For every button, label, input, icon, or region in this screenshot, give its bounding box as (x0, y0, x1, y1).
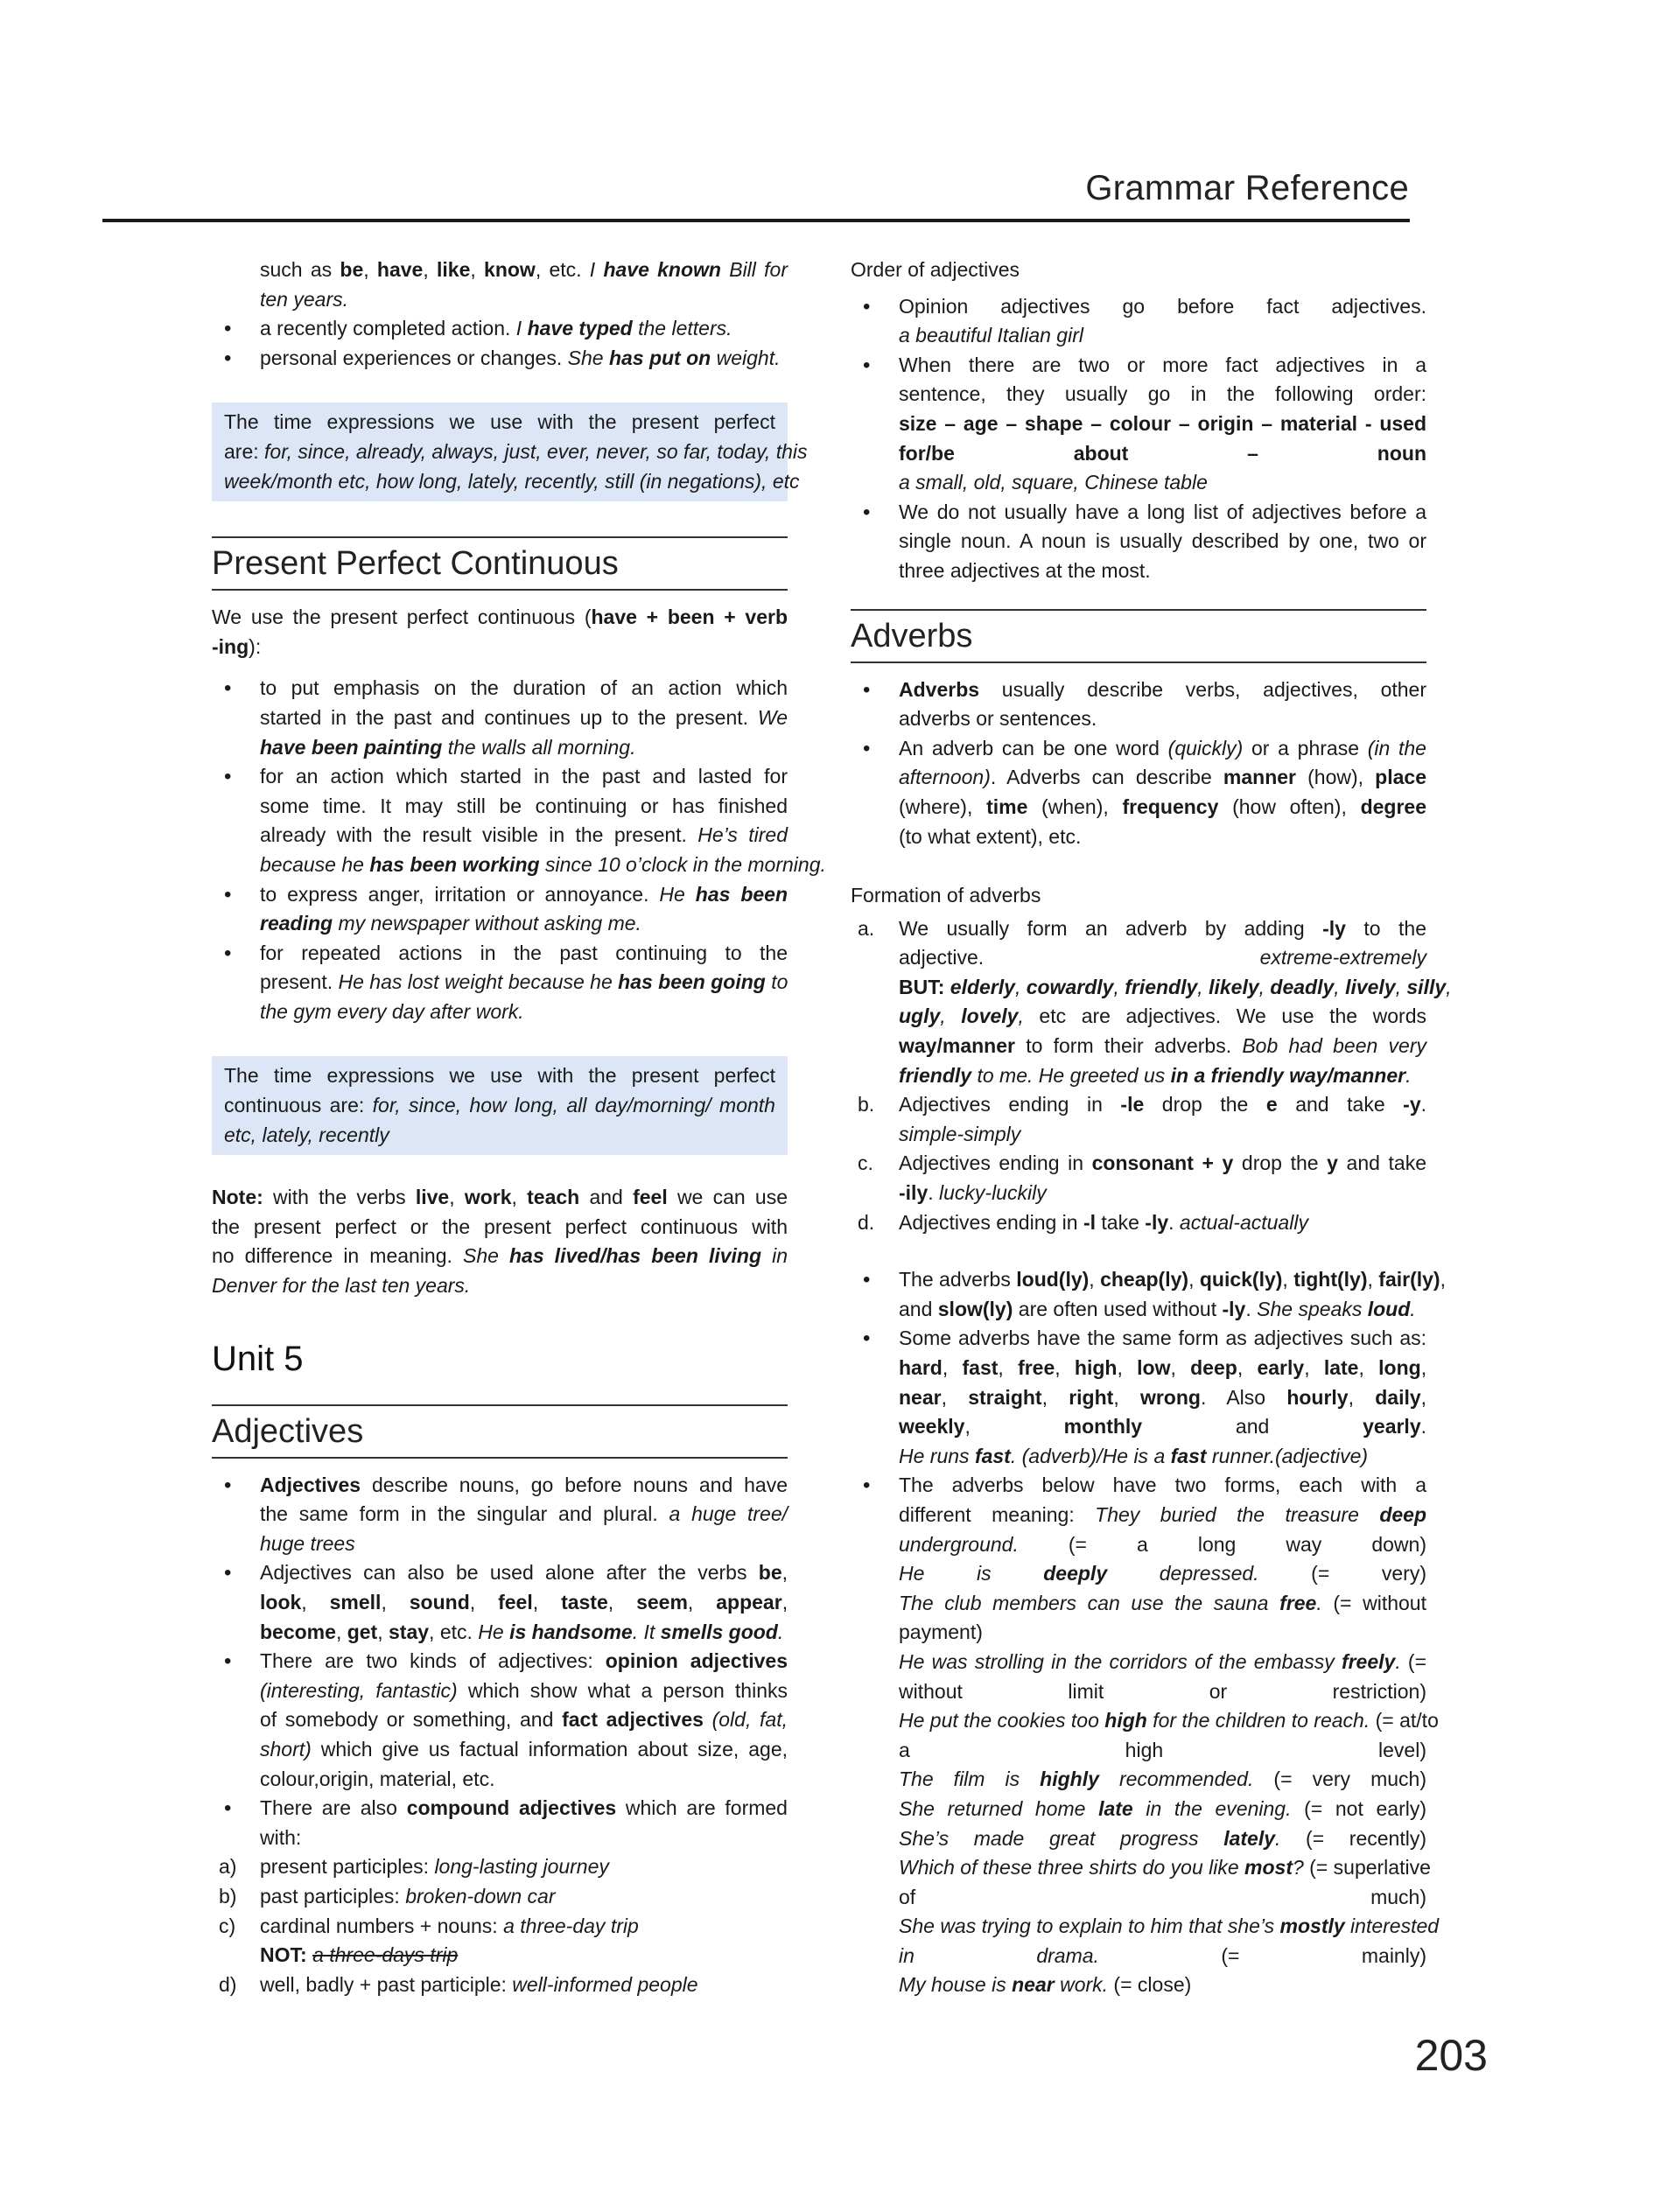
text-line: for an action which started in the past and lasted for (260, 765, 788, 788)
text-line: such as be, have, like, know, etc. I have known Bill for (260, 258, 788, 281)
text-line: and slow(ly) are often used without -ly. She speaks loud. (899, 1297, 1416, 1320)
text-line: are: for, since, already, always, just, ever, never, so far, today, this (224, 439, 808, 463)
bullet-icon: • (863, 1474, 871, 1498)
text-line: reading my newspaper without asking me. (260, 912, 641, 935)
bullet-item (851, 498, 1426, 586)
bullet-item (851, 351, 1426, 498)
compound-adjective-list (212, 1852, 788, 1999)
item-marker: b) (219, 1884, 237, 1908)
text-line: He is deeply depressed. (= very) (899, 1562, 1426, 1586)
enumerated-item (851, 1090, 1426, 1149)
text-line: (to what extent), etc. (899, 824, 1082, 848)
text-line: He put the cookies too high for the children to reach. (= at/to (899, 1709, 1439, 1732)
bullet-item (212, 1794, 788, 1852)
text-line: The club members can use the sauna free. (= without (899, 1591, 1426, 1614)
header-rule (102, 219, 1410, 222)
bullet-icon: • (863, 1326, 871, 1351)
text-line: to express anger, irritation or annoyance. He has been (260, 882, 788, 906)
text-line: (where), time (when), frequency (how often), degree (899, 794, 1426, 818)
text-line: He runs fast. (adverb)/He is a fast runner.(adjective) (899, 1444, 1369, 1467)
right-column (851, 256, 1452, 2000)
bullet-item (851, 1265, 1446, 1324)
bullet-icon: • (863, 500, 871, 524)
text-line: present. He has lost weight because he has been going to (260, 970, 788, 994)
bullet-item (212, 344, 788, 374)
bullet-icon: • (224, 1473, 232, 1497)
enumerated-item (851, 1208, 1426, 1238)
bullet-item (212, 939, 788, 1027)
text-line: a recently completed action. I have typed the letters. (260, 317, 732, 340)
order-bullets (851, 292, 1426, 586)
bullet-icon: • (224, 1796, 232, 1821)
bullet-icon: • (224, 317, 232, 341)
bullet-icon: • (224, 941, 232, 965)
text-line: BUT: elderly, cowardly, friendly, likely, deadly, lively, silly, (899, 975, 1452, 998)
text-line: Adjectives ending in consonant + y drop the y and take (899, 1152, 1426, 1175)
intro-bullets (212, 314, 788, 373)
ppc-bullets (212, 674, 826, 1026)
section-heading-adverbs: Adverbs (851, 609, 1426, 663)
text-line: huge trees (260, 1531, 355, 1555)
text-line: We do not usually have a long list of adjectives before a (899, 500, 1426, 523)
text-line: We usually form an adverb by adding -ly to the (899, 916, 1426, 940)
ppc-intro (212, 603, 788, 662)
text-line: She returned home late in the evening. (= not early) (899, 1796, 1426, 1820)
text-line: simple-simply (899, 1122, 1021, 1145)
text-line: sentence, they usually go in the following order: (899, 382, 1426, 406)
bullet-icon: • (863, 1268, 871, 1292)
text-line: Adverbs usually describe verbs, adjectives, other (899, 677, 1426, 701)
bullet-item (212, 880, 788, 939)
text-line: of somebody or something, and fact adjectives (old, fat, (260, 1708, 788, 1732)
text-line: way/manner to form their adverbs. Bob had been very (899, 1034, 1427, 1058)
text-line: some time. It may still be continuing or has finished (260, 794, 788, 817)
enumerated-item (212, 1852, 788, 1882)
bullet-icon: • (224, 1649, 232, 1674)
text-line: An adverb can be one word (quickly) or a phrase (in the (899, 736, 1426, 760)
subheading-order-of-adjectives: Order of adjectives (851, 258, 1020, 281)
bullet-icon: • (863, 736, 871, 760)
text-line: present participles: long-lasting journey (260, 1855, 609, 1879)
text-line: She’s made great progress lately. (= recently) (899, 1826, 1426, 1850)
text-line: payment) (899, 1620, 983, 1644)
bullet-icon: • (224, 676, 232, 701)
bullet-icon: • (863, 294, 871, 318)
text-line: Note: with the verbs live, work, teach and feel we can use (212, 1186, 788, 1209)
text-line: Which of these three shirts do you like most? (= superlative (899, 1856, 1431, 1880)
text-line: a small, old, square, Chinese table (899, 471, 1208, 494)
text-line: The adverbs loud(ly), cheap(ly), quick(ly), tight(ly), fair(ly), (899, 1268, 1446, 1292)
text-line: look, smell, sound, feel, taste, seem, appear, (260, 1591, 788, 1614)
text-line: NOT: a three-days trip (260, 1943, 459, 1967)
text-line: Denver for the last ten years. (212, 1274, 471, 1298)
bullet-item (212, 1647, 788, 1794)
text-line: underground. (= a long way down) (899, 1532, 1426, 1556)
text-line: continuous are: for, since, how long, all day/morning/ month (224, 1094, 775, 1117)
text-line: etc, lately, recently (224, 1123, 389, 1146)
bullet-item (851, 734, 1426, 851)
text-line: past participles: broken-down car (260, 1884, 556, 1908)
text-line: size – age – shape – colour – origin – material - used (899, 411, 1426, 435)
text-line: short) which give us factual information about size, age, (260, 1737, 788, 1760)
page-number: 203 (1414, 2031, 1488, 2080)
note-paragraph (212, 1183, 788, 1300)
text-line: near, straight, right, wrong. Also hourly, daily, (899, 1385, 1427, 1409)
section-heading-present-perfect-continuous: Present Perfect Continuous (212, 536, 788, 591)
text-line: -ily. lucky-luckily (899, 1181, 1047, 1205)
left-column (212, 256, 826, 1999)
text-line: week/month etc, how long, lately, recently, still (in negations), etc (224, 469, 800, 493)
text-line: (interesting, fantastic) which show what a person thinks (260, 1678, 788, 1702)
text-line: The time expressions we use with the present perfect (224, 1064, 775, 1088)
text-line: have been painting the walls all morning. (260, 735, 636, 759)
text-line: -ing): (212, 634, 262, 658)
bullet-icon: • (224, 346, 232, 370)
text-line: without limit or restriction) (899, 1679, 1426, 1703)
text-line: adjective. extreme-extremely (899, 946, 1426, 970)
text-line: ten years. (260, 287, 348, 311)
text-line: adverbs or sentences. (899, 707, 1097, 731)
bullet-icon: • (224, 765, 232, 789)
text-line: When there are two or more fact adjectives in a (899, 353, 1426, 376)
bullet-item (212, 762, 826, 879)
text-line: already with the result visible in the present. He’s tired (260, 823, 788, 847)
adjective-bullets (212, 1471, 788, 1853)
bullet-item (851, 1324, 1426, 1471)
item-marker: a. (858, 916, 875, 940)
section-heading-adjectives: Adjectives (212, 1404, 788, 1459)
continued-lines (212, 256, 788, 314)
enumerated-item (212, 1882, 788, 1912)
text-line: We use the present perfect continuous (have + been + verb (212, 606, 788, 629)
text-line: My house is near work. (= close) (899, 1973, 1192, 1997)
text-line: in drama. (= mainly) (899, 1943, 1426, 1967)
text-line: hard, fast, free, high, low, deep, early, late, long, (899, 1356, 1427, 1379)
unit-heading: Unit 5 (212, 1339, 304, 1378)
text-line: for repeated actions in the past continuing to the (260, 941, 788, 964)
text-line: colour,origin, material, etc. (260, 1767, 495, 1790)
text-line: for/be about – noun (899, 441, 1426, 465)
item-marker: a) (219, 1855, 237, 1879)
bullet-item (212, 314, 788, 344)
text-line: a beautiful Italian girl (899, 324, 1083, 347)
bullet-icon: • (863, 677, 871, 702)
item-marker: c) (219, 1914, 236, 1937)
text-line: single noun. A noun is usually described by one, two or (899, 529, 1426, 553)
text-line: of much) (899, 1885, 1426, 1908)
enumerated-item (212, 1970, 788, 2000)
bullet-item (851, 292, 1426, 351)
item-marker: c. (858, 1152, 873, 1175)
adverb-bullets (851, 676, 1426, 852)
text-line: He was strolling in the corridors of the embassy freely. (= (899, 1649, 1426, 1673)
text-line: with: (260, 1825, 302, 1849)
text-line: The adverbs below have two forms, each with a (899, 1474, 1426, 1497)
text-line: Adjectives can also be used alone after the verbs be, (260, 1561, 788, 1585)
bullet-item (212, 1558, 788, 1647)
text-line: ugly, lovely, etc are adjectives. We use the words (899, 1004, 1426, 1028)
continued-text (212, 256, 788, 314)
item-marker: b. (858, 1093, 875, 1116)
subheading-formation-of-adverbs: Formation of adverbs (851, 884, 1041, 907)
text-line: well, badly + past participle: well-informed people (260, 1972, 698, 1996)
text-line: three adjectives at the most. (899, 558, 1151, 582)
text-line: no difference in meaning. She has lived/has been living in (212, 1244, 788, 1268)
text-line: friendly to me. He greeted us in a friendly way/manner. (899, 1063, 1412, 1087)
bullet-item (851, 1471, 1440, 2000)
bullet-item (212, 1471, 788, 1559)
text-line: to put emphasis on the duration of an action which (260, 676, 788, 700)
enumerated-item (851, 914, 1452, 1091)
bullet-item (212, 674, 788, 762)
text-line: Adjectives ending in -le drop the e and take -y. (899, 1093, 1426, 1116)
bullet-icon: • (863, 353, 871, 377)
text-line: become, get, stay, etc. He is handsome. It smells good. (260, 1620, 784, 1643)
more-adverb-bullets (851, 1265, 1446, 2000)
text-line: Some adverbs have the same form as adjectives such as: (899, 1326, 1426, 1350)
bullet-item (851, 676, 1426, 734)
page-header-title: Grammar Reference (1085, 169, 1409, 207)
text-line: personal experiences or changes. She has put on weight. (260, 346, 781, 369)
item-marker: d) (219, 1972, 237, 1996)
present-perfect-time-expressions-box (212, 402, 808, 501)
bullet-icon: • (224, 882, 232, 906)
text-line: The time expressions we use with the present perfect (224, 410, 775, 434)
text-line: because he has been working since 10 o’clock in the morning. (260, 852, 826, 876)
text-line: started in the past and continues up to the present. We (260, 705, 788, 729)
text-line: She was trying to explain to him that she’s mostly interested (899, 1914, 1440, 1938)
text-line: the same form in the singular and plural. a huge tree/ (260, 1502, 788, 1526)
text-line: Adjectives describe nouns, go before nouns and have (260, 1473, 788, 1496)
ppc-time-expressions-box (212, 1056, 788, 1155)
text-line: cardinal numbers + nouns: a three-day trip (260, 1914, 639, 1937)
text-line: Opinion adjectives go before fact adjectives. (899, 294, 1426, 318)
item-marker: d. (858, 1210, 875, 1234)
text-line: The film is highly recommended. (= very much) (899, 1768, 1426, 1791)
text-line: the gym every day after work. (260, 999, 524, 1023)
formation-list (851, 914, 1452, 1238)
text-line: different meaning: They buried the treasure deep (899, 1502, 1426, 1526)
text-line: There are also compound adjectives which are formed (260, 1796, 788, 1820)
text-line: afternoon). Adverbs can describe manner (how), place (899, 766, 1426, 789)
text-line: There are two kinds of adjectives: opinion adjectives (260, 1649, 788, 1673)
enumerated-item (212, 1912, 788, 1970)
text-line: weekly, monthly and yearly. (899, 1415, 1427, 1438)
enumerated-item (851, 1149, 1426, 1208)
text-line: the present perfect or the present perfect continuous with (212, 1214, 788, 1238)
bullet-icon: • (224, 1561, 232, 1586)
text-line: Adjectives ending in -l take -ly. actual-actually (899, 1210, 1308, 1234)
text-line: a high level) (899, 1738, 1426, 1761)
